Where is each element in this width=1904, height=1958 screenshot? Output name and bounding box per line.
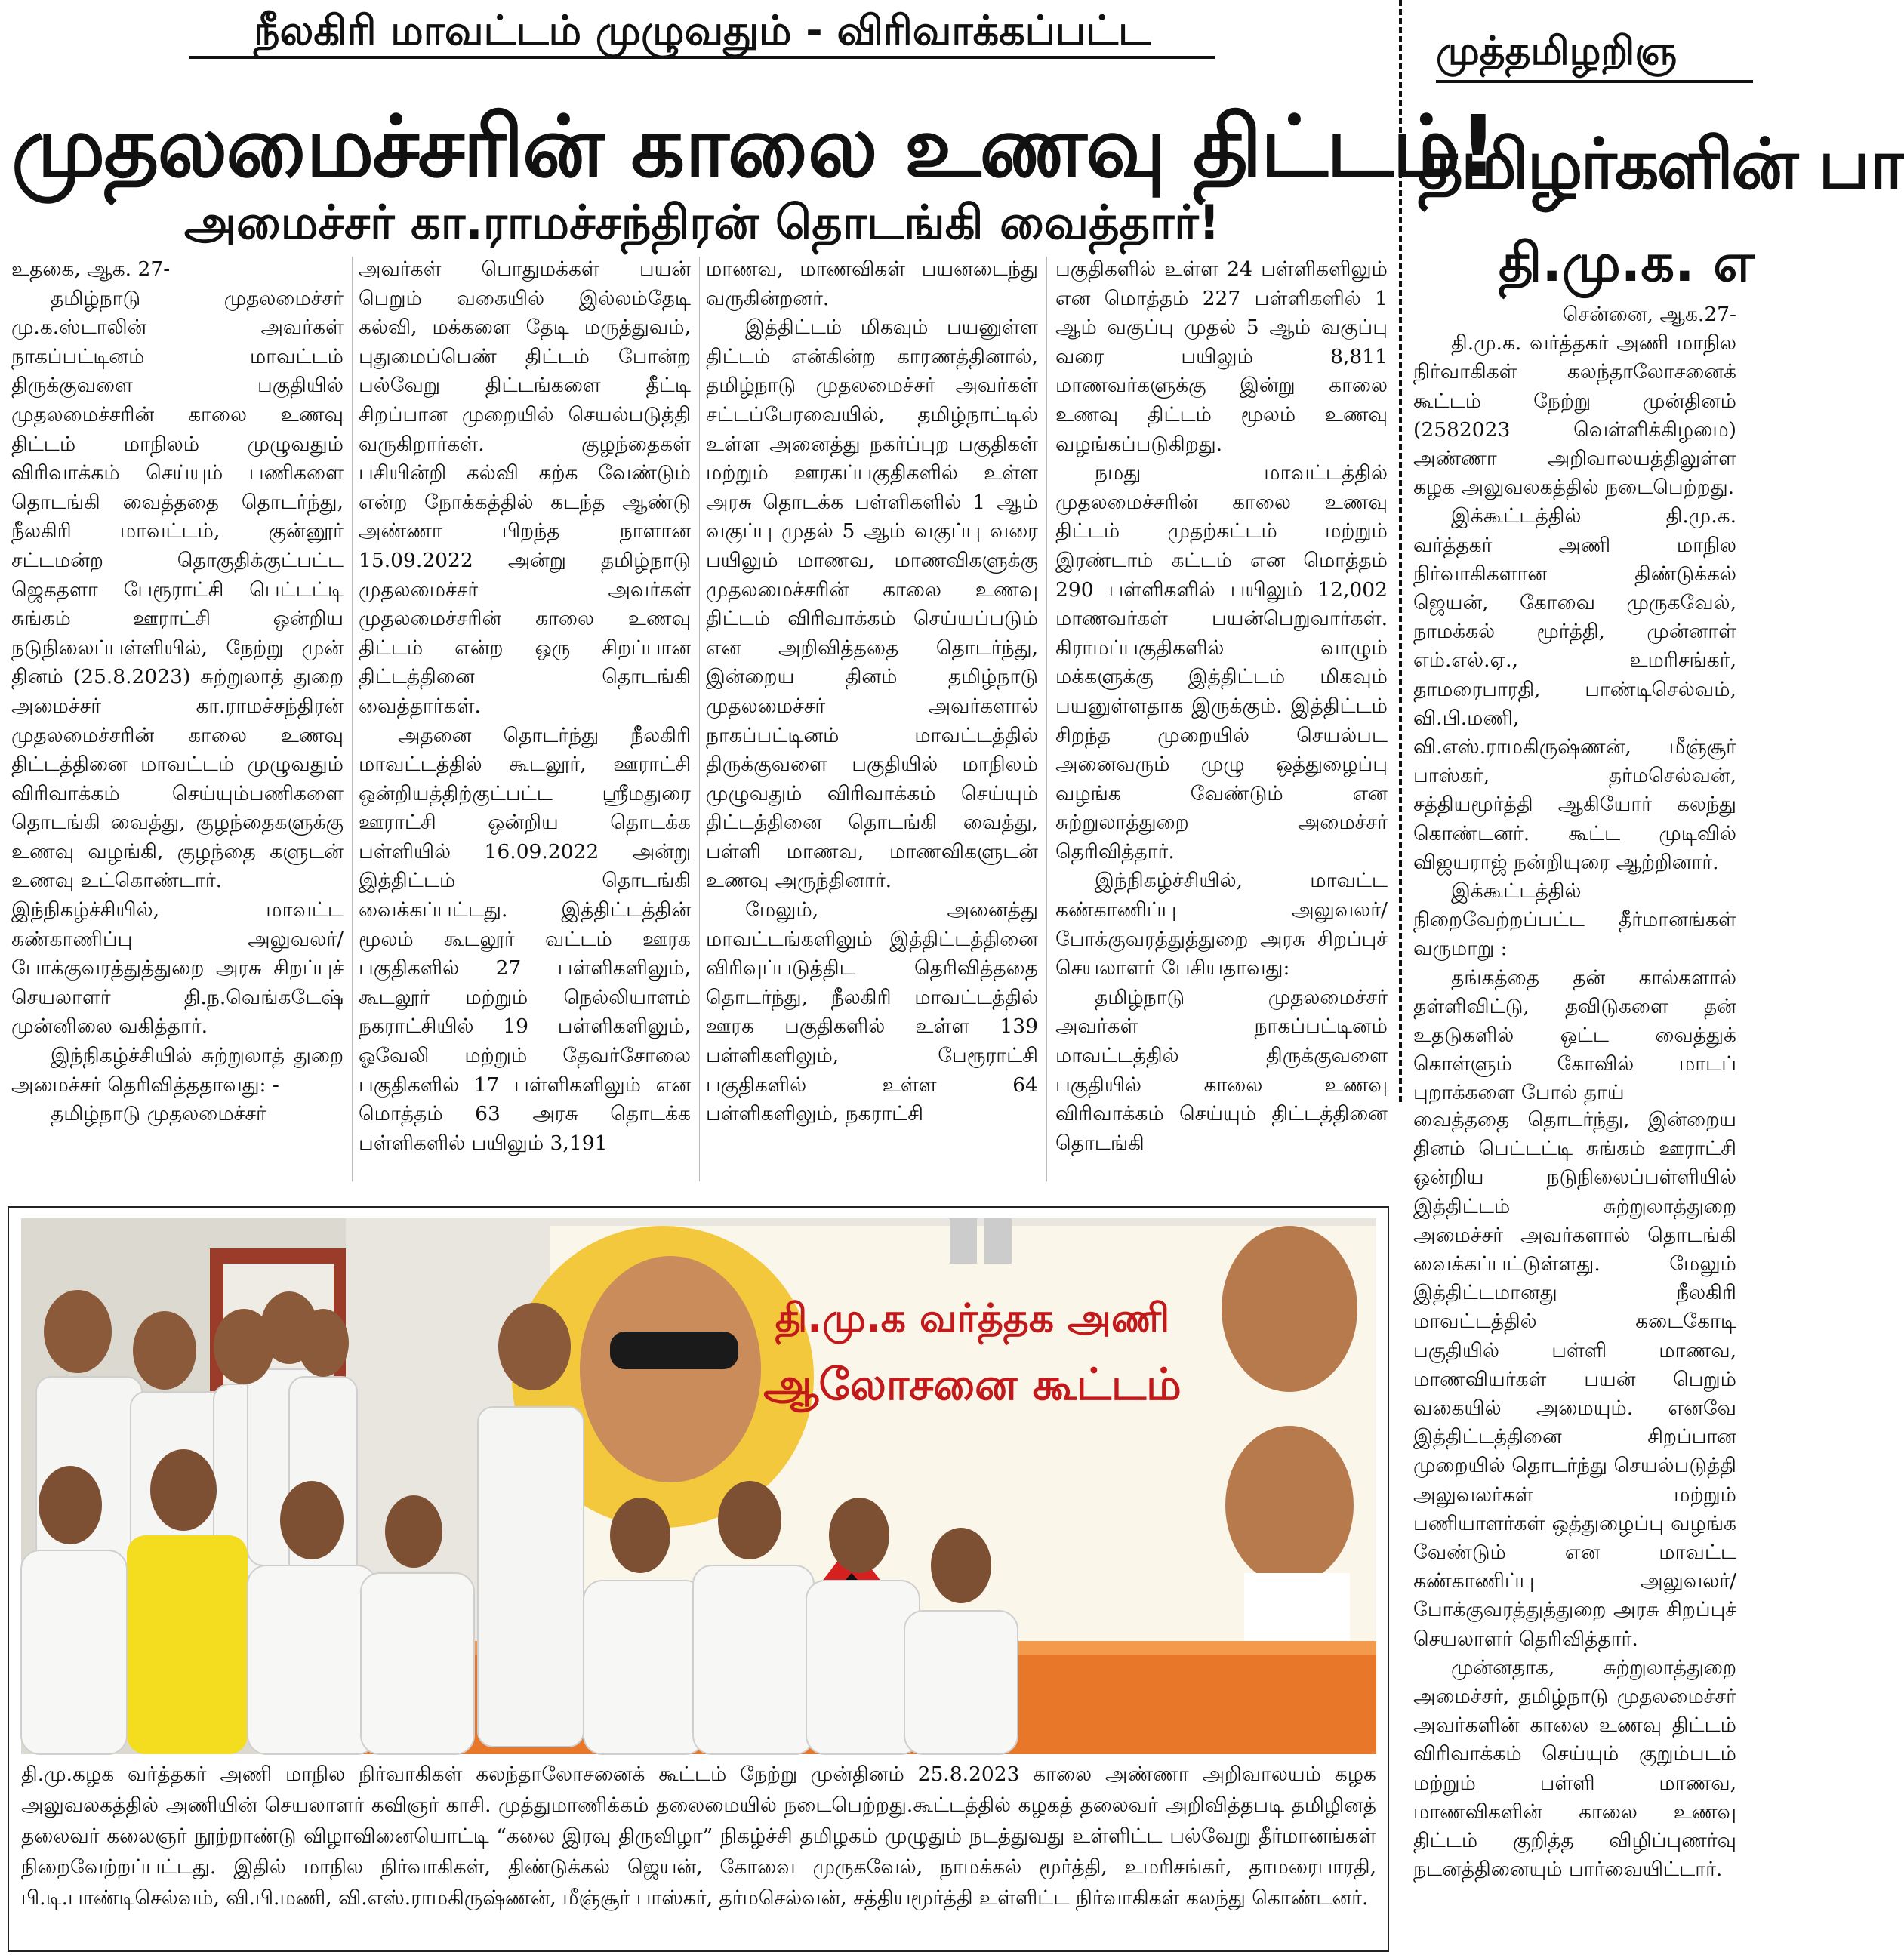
side-article-paragraph: தங்கத்தை தன் கால்களால் தள்ளிவிட்டு, தவிடுகளை தன் உதடுகளில் ஒட்ட வைத்துக் கொள்ளும் கோவில் மாடப் புறாக்களை போல் தாய் bbox=[1413, 965, 1736, 1105]
side-article-paragraph: இக்கூட்டத்தில் தி.மு.க. வர்த்தகர் அணி மாநில நிர்வாகிகளான திண்டுக்கல் ஜெயன், கோவை முருகவேல், நாமக்கல் மூர்த்தி, முன்னாள் எம்.எல்.ஏ., உமரிசங்கர், தாமரைபாரதி, பாண்டிசெல்வம், வி.பி.மணி, வி.எஸ்.ராமகிருஷ்ணன், மீஞ்சூர் பாஸ்கர், தர்மசெல்வன், சத்தியமூர்த்தி ஆகியோர் கலந்து கொண்டனர். கூட்ட முடிவில் விஜயராஜ் நன்றியுரை ஆற்றினார். bbox=[1413, 504, 1736, 874]
article-paragraph: இத்திட்டம் மிகவும் பயனுள்ள திட்டம் என்கின்ற காரணத்தினால், தமிழ்நாடு முதலமைச்சர் அவர்கள் சட்டப்பேரவையில், தமிழ்நாட்டில் உள்ள அனைத்து நகர்ப்புற பகுதிகள் மற்றும் ஊரகப்பகுதிகளில் உள்ள அரசு தொடக்க பள்ளிகளில் 1 ஆம் வகுப்பு முதல் 5 ஆம் வகுப்பு வரை பயிலும் மாணவ, மாணவிகளுக்கு முதலமைச்சரின் காலை உணவு திட்டம் விரிவாக்கம் செய்யப்படும் என அறிவித்ததை தொடர்ந்து, இன்றைய தினம் தமிழ்நாடு முதலமைச்சர் அவர்களால் நாகப்பட்டினம் மாவட்டத்தில் திருக்குவளை பகுதியில் மாநிலம் முழுவதும் விரிவாக்கம் செய்யும் திட்டத்தினை தொடங்கி வைத்து, பள்ளி மாணவ, மாணவிகளுடன் உணவு அருந்தினார். bbox=[706, 316, 1038, 893]
banner-title: தி.மு.க வர்த்தக அணி bbox=[775, 1296, 1170, 1341]
article-column-4 bbox=[1055, 255, 1388, 1184]
side-article-dateline: சென்னை, ஆக.27- bbox=[1562, 303, 1736, 326]
article-continuation-column bbox=[1413, 1106, 1736, 1955]
side-article-headline: தமிழர்களின் பா bbox=[1418, 124, 1904, 205]
article-column-3 bbox=[706, 255, 1038, 1184]
article-paragraph: தமிழ்நாடு முதலமைச்சர் அவர்கள் நாகப்பட்டினம் மாவட்டத்தில் திருக்குவளை பகுதியில் காலை உணவு விரிவாக்கம் செய்யும் திட்டத்தினை தொடங்கி bbox=[1055, 985, 1388, 1155]
side-article-subhead: தி.மு.க. எ bbox=[1499, 232, 1755, 294]
article-paragraph: இந்நிகழ்ச்சியில் சுற்றுலாத் துறை அமைச்சர் தெரிவித்ததாவது: - bbox=[11, 1044, 344, 1097]
article-paragraph: இந்நிகழ்ச்சியில், மாவட்ட கண்காணிப்பு அலுவலர்/ போக்குவரத்துத்துறை அரசு சிறப்புச் செயலாளர் பேசியதாவது: bbox=[1055, 869, 1388, 981]
column-rule bbox=[1046, 257, 1047, 1181]
article-column-1 bbox=[11, 255, 344, 1184]
column-rule bbox=[699, 257, 700, 1181]
article-paragraph: தமிழ்நாடு முதலமைச்சர் bbox=[51, 1102, 266, 1126]
article-paragraph: அதனை தொடர்ந்து நீலகிரி மாவட்டத்தில் கூடலூர், ஊராட்சி ஒன்றியத்திற்குட்பட்ட ஸ்ரீமதுரை ஊராட்சி ஒன்றிய தொடக்க பள்ளியில் 16.09.2022 அன்று இத்திட்டம் தொடங்கி வைக்கப்பட்டது. இத்திட்டத்தின் மூலம் கூடலூர் வட்டம் ஊரக பகுதிகளில் 27 பள்ளிகளிலும், கூடலூர் மற்றும் நெல்லியாளம் நகராட்சியில் 19 பள்ளிகளிலும், ஓவேலி மற்றும் தேவர்சோலை பகுதிகளில் 17 பள்ளிகளிலும் என மொத்தம் 63 அரசு தொடக்க பள்ளிகளில் பயிலும் 3,191 bbox=[359, 723, 691, 1155]
side-article-paragraph: இக்கூட்டத்தில் நிறைவேற்றப்பட்ட தீர்மானங்கள் வருமாறு : bbox=[1413, 879, 1736, 961]
article-subhead: அமைச்சர் கா.ராமச்சந்திரன் தொடங்கி வைத்தார்! bbox=[184, 195, 1220, 250]
column-rule bbox=[352, 257, 353, 1181]
article-dateline: உதகை, ஆக. 27- bbox=[11, 257, 171, 281]
article-paragraph: பகுதிகளில் உள்ள 24 பள்ளிகளிலும் என மொத்தம் 227 பள்ளிகளில் 1 ஆம் வகுப்பு முதல் 5 ஆம் வகுப்பு வரை பயிலும் 8,811 மாணவர்களுக்கு இன்று காலை உணவு திட்டம் மூலம் உணவு வழங்கப்படுகிறது. bbox=[1055, 257, 1388, 456]
article-column-2 bbox=[359, 255, 691, 1184]
photo-caption: தி.மு.கழக வர்த்தகர் அணி மாநில நிர்வாகிகள் கலந்தாலோசனைக் கூட்டம் நேற்று முன்தினம் 25.8.2023 காலை அண்ணா அறிவாலயம் கழக அலுவலகத்தில் அணியின் செயலாளர் கவிஞர் காசி. முத்துமாணிக்கம் தலைமையில் நடைபெற்றது.கூட்டத்தில் கழகத் தலைவர் அறிவித்தபடி தமிழினத் தலைவர் கலைஞர் நூற்றாண்டு விழாவினையொட்டி “கலை இரவு திருவிழா” நிகழ்ச்சி தமிழகம் முழுதும் நடத்துவது உள்ளிட்ட பல்வேறு தீர்மானங்கள் நிறைவேற்றப்பட்டது. இதில் மாநில நிர்வாகிகள், திண்டுக்கல் ஜெயன், கோவை முருகவேல், நாமக்கல் மூர்த்தி, உமரிசங்கர், தாமரைபாரதி, பி.டி.பாண்டிசெல்வம், வி.பி.மணி, வி.எஸ்.ராமகிருஷ்ணன், மீஞ்சூர் பாஸ்கர், தர்மசெல்வன், சத்தியமூர்த்தி உள்ளிட்ட நிர்வாகிகள் கலந்து கொண்டனர். bbox=[21, 1763, 1376, 1910]
side-article-kicker: முத்தமிழறிஞ bbox=[1436, 23, 1753, 83]
side-article-column bbox=[1413, 300, 1736, 1105]
article-paragraph: வைத்ததை தொடர்ந்து, இன்றைய தினம் பெட்டட்டி சுங்கம் ஊராட்சி ஒன்றிய நடுநிலைப்பள்ளியில் இத்திட்டம் சுற்றுலாத்துறை அமைச்சர் அவர்களால் தொடங்கி வைக்கப்பட்டுள்ளது. மேலும் இத்திட்டமானது நீலகிரி மாவட்டத்தில் கடைகோடி பகுதியில் பள்ளி மாணவ, மாணவியர்கள் பயன் பெறும் வகையில் அமையும். எனவே இத்திட்டத்தினை சிறப்பான முறையில் தொடர்ந்து செயல்படுத்தி அலுவலர்கள் மற்றும் பணியாளர்கள் ஒத்துழைப்பு வழங்க வேண்டும் என மாவட்ட கண்காணிப்பு அலுவலர்/ போக்குவரத்துத்துறை அரசு சிறப்புச் செயலாளர் தெரிவித்தார். bbox=[1413, 1108, 1736, 1651]
article-paragraph: தமிழ்நாடு முதலமைச்சர் மு.க.ஸ்டாலின் அவர்கள் நாகப்பட்டினம் மாவட்டம் திருக்குவளை பகுதியில் முதலமைச்சரின் காலை உணவு திட்டம் மாநிலம் முழுவதும் விரிவாக்கம் செய்யும் பணிகளை தொடங்கி வைத்ததை தொடர்ந்து, நீலகிரி மாவட்டம், குன்னூர் சட்டமன்ற தொகுதிக்குட்பட்ட ஜெகதளா பேரூராட்சி பெட்டட்டி சுங்கம் ஊராட்சி ஒன்றிய நடுநிலைப்பள்ளியில், நேற்று முன் தினம் (25.8.2023) சுற்றுலாத் துறை அமைச்சர் கா.ராமச்சந்திரன் முதலமைச்சரின் காலை உணவு திட்டத்தினை மாவட்டம் முழுவதும் விரிவாக்கம் செய்யும்பணிகளை தொடங்கி வைத்து, குழந்தைகளுக்கு உணவு வழங்கி, குழந்தை களுடன் உணவு உட்கொண்டார். bbox=[11, 286, 344, 893]
article-paragraph: நமது மாவட்டத்தில் முதலமைச்சரின் காலை உணவு திட்டம் முதற்கட்டம் மற்றும் இரண்டாம் கட்டம் என மொத்தம் 290 பள்ளிகளில் பயிலும் 12,002 மாணவர்கள் பயன்பெறுவார்கள். கிராமப்பகுதிகளில் வாழும் மக்களுக்கு இத்திட்டம் மிகவும் பயனுள்ளதாக இருக்கும். இத்திட்டம் சிறந்த முறையில் செயல்பட அனைவரும் முழு ஒத்துழைப்பு வழங்க வேண்டும் என சுற்றுலாத்துறை அமைச்சர் தெரிவித்தார். bbox=[1055, 461, 1388, 864]
article-paragraph: இந்நிகழ்ச்சியில், மாவட்ட கண்காணிப்பு அலுவலர்/ போக்குவரத்துத்துறை அரசு சிறப்புச் செயலாளர் தி.ந.வெங்கடேஷ் முன்னிலை வகித்தார். bbox=[11, 898, 344, 1039]
article-paragraph: அவர்கள் பொதுமக்கள் பயன் பெறும் வகையில் இல்லம்தேடி கல்வி, மக்களை தேடி மருத்துவம், புதுமைப்பெண் திட்டம் போன்ற பல்வேறு திட்டங்களை தீட்டி சிறப்பான முறையில் செயல்படுத்தி வருகிறார்கள். குழந்தைகள் பசியின்றி கல்வி கற்க வேண்டும் என்ற நோக்கத்தில் கடந்த ஆண்டு அண்ணா பிறந்த நாளான 15.09.2022 அன்று தமிழ்நாடு முதலமைச்சர் அவர்கள் முதலமைச்சரின் காலை உணவு திட்டம் என்ற ஒரு சிறப்பான திட்டத்தினை தொடங்கி வைத்தார்கள். bbox=[359, 257, 691, 718]
article-paragraph: மாணவ, மாணவிகள் பயனடைந்து வருகின்றனர். bbox=[706, 257, 1038, 310]
section-divider bbox=[1399, 0, 1402, 1102]
article-paragraph: மேலும், அனைத்து மாவட்டங்களிலும் இத்திட்டத்தினை விரிவுப்படுத்திட தெரிவித்ததை தொடர்ந்து, நீலகிரி மாவட்டத்தில் ஊரக பகுதிகளில் உள்ள 139 பள்ளிகளிலும், பேரூராட்சி பகுதிகளில் உள்ள 64 பள்ளிகளிலும், நகராட்சி bbox=[706, 898, 1038, 1126]
article-paragraph: முன்னதாக, சுற்றுலாத்துறை அமைச்சர், தமிழ்நாடு முதலமைச்சர் அவர்களின் காலை உணவு திட்டம் விரிவாக்கம் செய்யும் குறும்படம் மற்றும் பள்ளி மாணவ, மாணவிகளின் காலை உணவு திட்டம் குறித்த விழிப்புணர்வு நடனத்தினையும் பார்வையிட்டார். bbox=[1413, 1655, 1736, 1882]
side-article-paragraph: தி.மு.க. வர்த்தகர் அணி மாநில நிர்வாகிகள் கலந்தாலோசனைக் கூட்டம் நேற்று முன்தினம் (2582023 வெள்ளிக்கிழமை) அண்ணா அறிவாலயத்திலுள்ள கழக அலுவலகத்தில் நடைபெற்றது. bbox=[1413, 331, 1736, 500]
article-headline: முதலமைச்சரின் காலை உணவு திட்டம்! bbox=[11, 98, 1496, 196]
banner-subtitle: ஆலோசனை கூட்டம் bbox=[763, 1359, 1182, 1410]
article-kicker: நீலகிரி மாவட்டம் முழுவதும் - விரிவாக்கப்பட்ட bbox=[189, 6, 1215, 59]
meeting-photo bbox=[21, 1218, 1376, 1754]
